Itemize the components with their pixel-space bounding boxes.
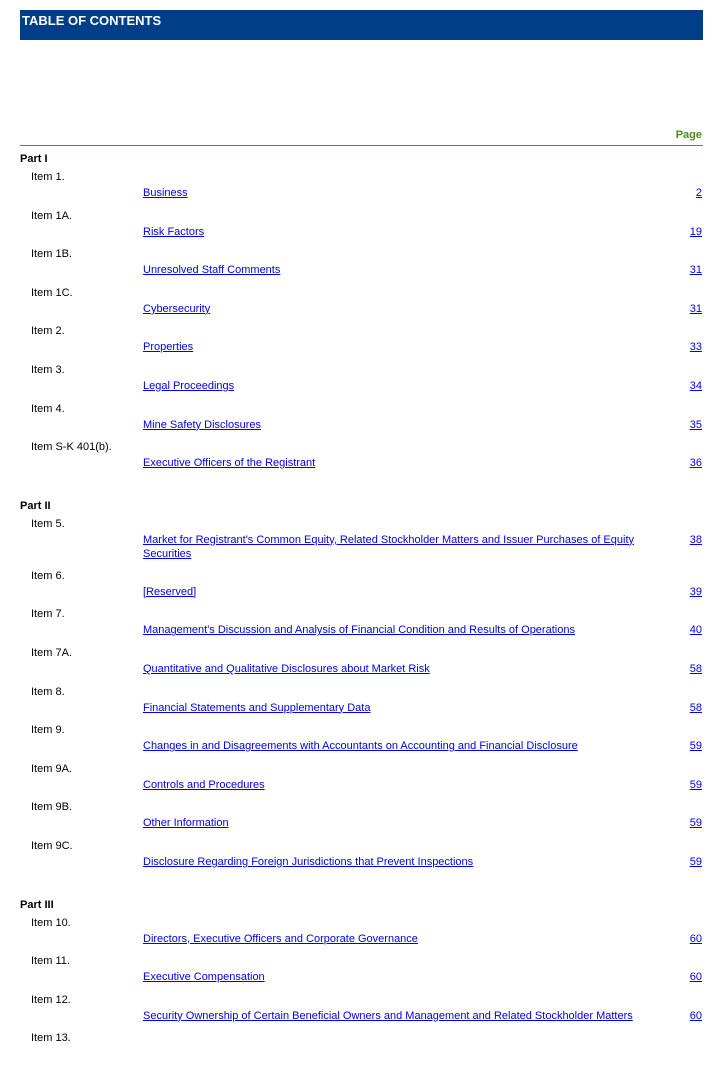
item-title-link[interactable]: Cybersecurity [143,302,211,315]
item-number: Item 13. [31,1032,71,1045]
item-number: Item 8. [31,685,65,698]
item-title-link[interactable]: Executive Officers of the Registrant [143,457,316,470]
item-title-link[interactable]: Disclosure Regarding Foreign Jurisdictions that Prevent Inspections [143,855,474,868]
toc-row [20,685,703,724]
toc-row [20,440,703,479]
item-page-link[interactable]: 58 [689,701,702,714]
item-title-link[interactable]: Properties [143,341,194,354]
toc-banner [20,10,703,40]
item-number: Item 9. [31,724,65,737]
item-number: Item 12. [31,993,71,1006]
toc-row [20,1031,703,1070]
item-number: Item 3. [31,363,65,376]
item-title-link[interactable]: [Reserved] [143,585,197,598]
item-number: Item 10. [31,916,71,929]
item-number: Item 6. [31,569,65,582]
item-number: Item 9B. [31,801,72,814]
item-page-link[interactable]: 33 [689,341,702,354]
item-page-link[interactable]: 59 [689,740,702,753]
toc-row [20,402,703,441]
toc-row [20,762,703,801]
item-number: Item 7. [31,608,65,621]
item-page-link[interactable]: 31 [689,302,702,315]
page-column-header [20,128,703,146]
item-number: Item 4. [31,402,65,415]
item-title-link[interactable]: Security Ownership of Certain Beneficial Owners and Management and Related Stockholder Matters [143,1009,633,1022]
item-page-link[interactable]: 39 [689,585,702,598]
toc-row [20,800,703,839]
item-page-link[interactable]: 59 [689,778,702,791]
toc-row [20,993,703,1032]
toc-row [20,839,703,878]
toc-row [20,569,703,608]
item-title-link[interactable]: Changes in and Disagreements with Accountants on Accounting and Financial Disclosure [143,740,578,753]
item-number: Item 9A. [31,762,72,775]
item-number: Item 1B. [31,248,72,261]
item-title-link[interactable]: Mine Safety Disclosures [143,418,261,431]
toc-row [20,517,703,569]
part-heading: Part II [20,499,51,512]
item-page-link[interactable]: 35 [689,418,702,431]
part-heading: Part I [20,153,48,165]
item-number: Item 1A. [31,209,72,222]
toc-row [20,954,703,993]
toc-row [20,209,703,248]
toc-row [20,723,703,762]
item-number: Item 5. [31,517,65,530]
item-title-link[interactable]: Market for Registrant's Common Equity, Related Stockholder Matters and Issuer Purchases of Equity Securities [143,533,634,560]
page-title: TABLE OF CONTENTS [22,13,162,28]
item-title-link[interactable]: Risk Factors [143,225,205,238]
item-number: Item S-K 401(b). [31,441,112,454]
item-title-link[interactable]: Executive Compensation [143,971,265,984]
item-title-link[interactable]: Financial Statements and Supplementary Data [143,701,371,714]
part-heading: Part III [20,898,54,911]
item-title-link[interactable]: Quantitative and Qualitative Disclosures about Market Risk [143,662,430,675]
toc-row [20,363,703,402]
toc-row [20,607,703,646]
item-page-link[interactable]: 59 [689,817,702,830]
item-title-link[interactable]: Other Information [143,817,229,830]
item-number: Item 11. [31,955,70,968]
toc-list [20,152,703,1070]
page-column-label: Page [675,129,702,141]
item-page-link[interactable]: 58 [689,662,702,675]
item-number: Item 9C. [31,839,73,852]
item-title-link[interactable]: Unresolved Staff Comments [143,264,281,277]
toc-row [20,646,703,685]
item-page-link[interactable]: 34 [689,379,702,392]
item-page-link[interactable]: 2 [695,187,702,199]
item-title-link[interactable]: Legal Proceedings [143,379,235,392]
item-page-link[interactable]: 36 [689,457,702,470]
toc-row [20,324,703,363]
item-page-link[interactable]: 19 [689,225,702,238]
item-page-link[interactable]: 60 [689,932,702,945]
item-title-link[interactable]: Management's Discussion and Analysis of Financial Condition and Results of Operations [143,624,575,637]
item-number: Item 2. [31,325,65,338]
toc-row [20,286,703,325]
item-page-link[interactable]: 60 [689,971,702,984]
item-page-link[interactable]: 38 [689,533,702,546]
item-number: Item 1C. [31,286,73,299]
item-page-link[interactable]: 31 [689,264,702,277]
toc-row [20,916,703,955]
item-page-link[interactable]: 59 [689,855,702,868]
item-page-link[interactable]: 40 [689,624,702,637]
item-title-link[interactable]: Controls and Procedures [143,778,265,791]
item-title-link[interactable]: Directors, Executive Officers and Corporate Governance [143,932,418,945]
toc-row [20,247,703,286]
item-number: Item 7A. [31,646,72,659]
toc-row [20,170,703,209]
item-title-link[interactable]: Business [143,187,188,199]
item-number: Item 1. [31,171,65,183]
item-page-link[interactable]: 60 [689,1009,702,1022]
